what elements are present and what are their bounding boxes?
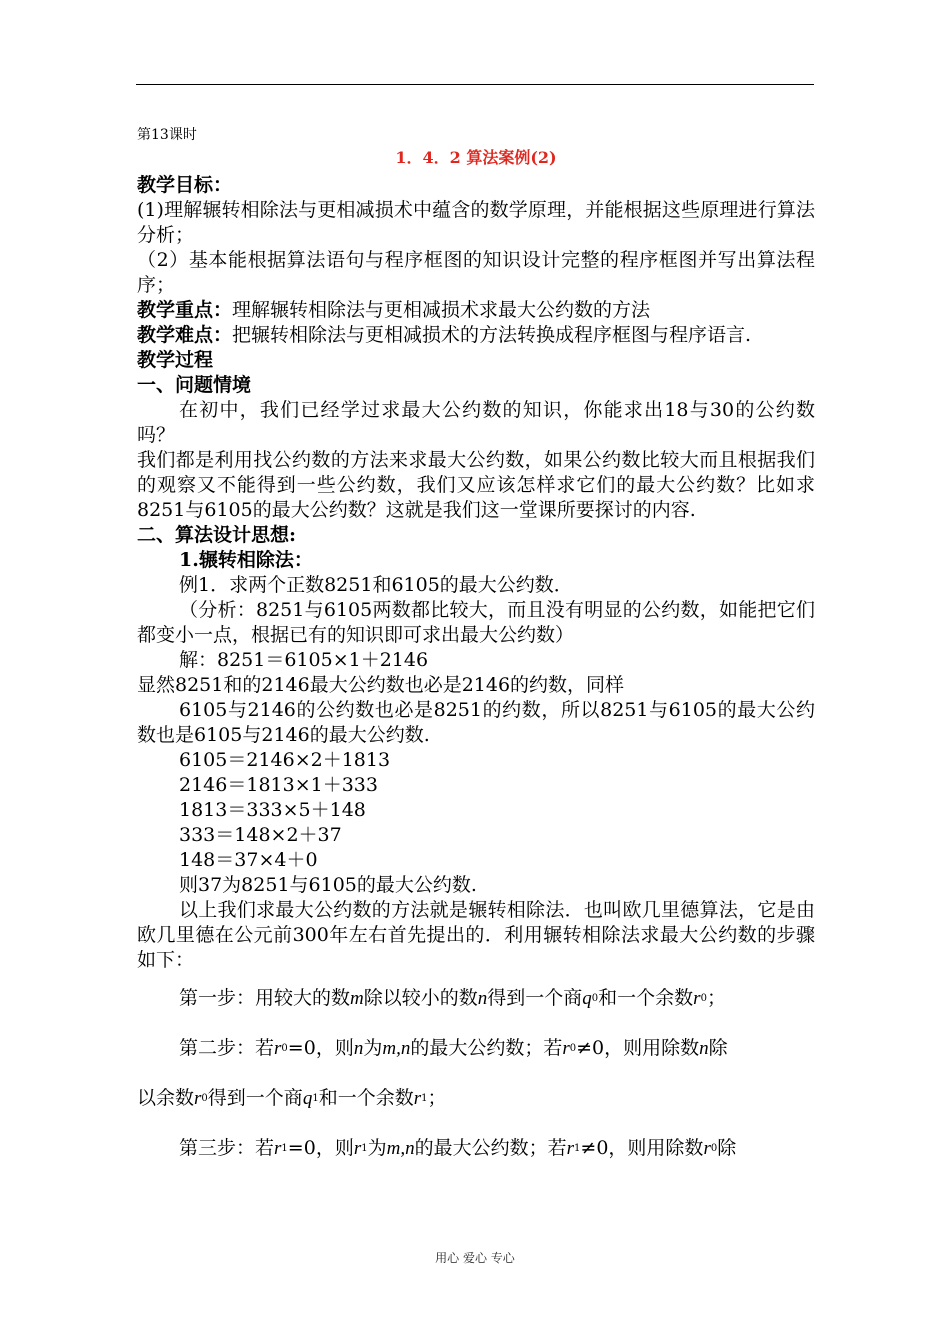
- math-var: r: [562, 1037, 570, 1059]
- step-text: 以余数: [137, 1086, 195, 1109]
- objective-1: (1)理解辗转相除法与更相减损术中蕴含的数学原理，并能根据这些原理进行算法分析；: [137, 199, 815, 246]
- step-text: ；: [427, 1086, 447, 1109]
- step-text: 除: [717, 1136, 737, 1159]
- equation-line: 2146＝1813×1＋333: [179, 774, 378, 796]
- difficulty-label: 教学难点：: [137, 324, 233, 346]
- section1-paragraph-1: 在初中，我们已经学过求最大公约数的知识，你能求出18与30的公约数吗？: [137, 399, 815, 446]
- key-point: [137, 298, 815, 323]
- math-var: q: [302, 1087, 313, 1109]
- math-var: r: [413, 1087, 422, 1109]
- math-expr: ≠0: [580, 1136, 609, 1159]
- solution-line: 解：8251＝6105×1＋2146: [179, 649, 429, 671]
- subscript: 0: [591, 992, 599, 1004]
- subscript: 0: [281, 1042, 288, 1054]
- step-text: 第二步：若: [179, 1036, 275, 1059]
- equation-line: 333＝148×2＋37: [179, 824, 342, 846]
- step-text: ，则用除数: [604, 1036, 700, 1059]
- document-body: [137, 125, 815, 1173]
- section1-heading: 一、问题情境: [137, 374, 252, 396]
- math-var: r: [693, 987, 701, 1009]
- subscript: 1: [574, 1142, 581, 1154]
- section-title: 1．4．2 算法案例(2): [395, 148, 557, 167]
- step-text: 的最大公约数；若: [414, 1136, 567, 1159]
- page-footer: 用心 爱心 专心: [435, 1251, 515, 1265]
- step-3: [137, 1123, 815, 1173]
- step-text: ；: [706, 986, 726, 1009]
- key-point-text: 理解辗转相除法与更相减损术求最大公约数的方法: [232, 299, 651, 321]
- equation-line: 148＝37×4＋0: [179, 849, 318, 871]
- objective-2: （2）基本能根据算法语句与程序框图的知识设计完整的程序框图并写出算法程序；: [137, 249, 815, 296]
- step-text: ，则: [315, 1036, 354, 1059]
- step-text: 第一步：用较大的数: [179, 986, 351, 1009]
- math-var: q: [582, 987, 592, 1009]
- step-text: ，则: [315, 1136, 354, 1159]
- step-text: 为: [367, 1136, 387, 1159]
- method-description: 以上我们求最大公约数的方法就是辗转相除法．也叫欧几里德算法，它是由欧几里德在公元前300年左右首先提出的．利用辗转相除法求最大公约数的步骤如下：: [137, 899, 815, 971]
- math-var: r: [566, 1137, 575, 1159]
- observation-2: 6105与2146的公约数也必是8251的约数，所以8251与6105的最大公约数也是6105与2146的最大公约数.: [137, 699, 815, 746]
- equation-line: 1813＝333×5＋148: [179, 799, 366, 821]
- step-text: ，则用除数: [608, 1136, 704, 1159]
- subsection-heading: 1.辗转相除法：: [179, 549, 313, 571]
- math-var: r: [274, 1137, 282, 1159]
- math-expr: ≠0: [576, 1036, 605, 1059]
- lesson-number: 第13课时: [137, 127, 197, 143]
- equation-line: 6105＝2146×2＋1813: [179, 749, 391, 771]
- subscript: 1: [281, 1142, 288, 1154]
- step-text: 的最大公约数；若: [410, 1036, 563, 1059]
- math-expr: =0: [287, 1136, 316, 1159]
- math-var: r: [353, 1137, 362, 1159]
- step-text: 和一个余数: [598, 986, 694, 1009]
- math-var: r: [703, 1137, 711, 1159]
- conclusion: 则37为8251与6105的最大公约数.: [179, 874, 477, 896]
- math-var: r: [274, 1037, 282, 1059]
- section2-heading: 二、算法设计思想:: [137, 524, 297, 546]
- math-var: r: [194, 1087, 202, 1109]
- subscript: 1: [421, 1092, 428, 1104]
- step-2-continued: [137, 1073, 815, 1123]
- example-1: 例1．求两个正数8251和6105的最大公约数．: [179, 574, 573, 596]
- observation-1: 显然8251和的2146最大公约数也必是2146的约数，同样: [137, 674, 625, 696]
- step-text: 第三步：若: [179, 1136, 275, 1159]
- step-text: 除: [708, 1036, 728, 1059]
- step-1: [137, 973, 815, 1023]
- subscript: 1: [312, 1092, 319, 1104]
- step-text: 得到一个商: [207, 1086, 303, 1109]
- math-var: m,n: [386, 1137, 415, 1159]
- math-var: n: [699, 1037, 709, 1059]
- subscript: 1: [361, 1142, 368, 1154]
- difficulty-text: 把辗转相除法与更相减损术的方法转换成程序框图与程序语言.: [232, 324, 752, 346]
- step-text: 除以较小的数: [363, 986, 478, 1009]
- objectives-heading: 教学目标：: [137, 174, 233, 196]
- step-text: 得到一个商: [487, 986, 583, 1009]
- subscript: 0: [569, 1042, 577, 1054]
- header-rule: [136, 84, 814, 85]
- math-var: m,n: [382, 1037, 411, 1059]
- step-text: 和一个余数: [318, 1086, 414, 1109]
- subscript: 0: [700, 992, 707, 1004]
- math-var: m: [350, 987, 364, 1009]
- analysis: （分析：8251与6105两数都比较大，而且没有明显的公约数，如能把它们都变小一点，根据已有的知识即可求出最大公约数）: [137, 599, 815, 646]
- math-expr: =0: [287, 1036, 316, 1059]
- difficulty: [137, 323, 815, 348]
- key-point-label: 教学重点：: [137, 299, 233, 321]
- math-var: n: [353, 1037, 364, 1059]
- step-text: 为: [363, 1036, 383, 1059]
- step-2: [137, 1023, 815, 1073]
- math-var: n: [477, 987, 488, 1009]
- process-heading: 教学过程: [137, 349, 214, 371]
- subscript: 0: [201, 1092, 208, 1104]
- section1-paragraph-2: 我们都是利用找公约数的方法来求最大公约数，如果公约数比较大而且根据我们的观察又不能得到一些公约数，我们又应该怎样求它们的最大公约数？比如求8251与6105的最大公约数？这就是我们这一堂课所要探讨的内容.: [137, 449, 815, 521]
- subscript: 0: [710, 1142, 718, 1154]
